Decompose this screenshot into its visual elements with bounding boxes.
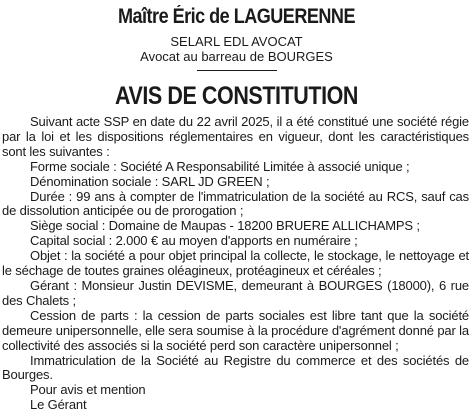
firm-company: SELARL EDL AVOCAT: [170, 34, 303, 49]
notice-title: AVIS DE CONSTITUTION: [114, 82, 359, 110]
notice-paragraph-intro: Suivant acte SSP en date du 22 avril 2025, il a été constitué une société régie par la loi et les dispositions réglementaires en vigueur, dont les caractéristiques sont les suivantes :: [2, 114, 469, 159]
notice-paragraph-capital: Capital social : 2.000 € au moyen d'apports en numéraire ;: [30, 233, 358, 249]
notice-paragraph-signature: Le Gérant: [30, 397, 87, 413]
notice-paragraph-form: Forme sociale : Société A Responsabilité Limitée à associé unique ;: [30, 158, 410, 174]
notice-paragraph-registration: Immatriculation de la Société au Registre du commerce et des sociétés de Bourges.: [2, 352, 469, 383]
notice-body: [0, 115, 473, 413]
notice-paragraph-seat: Siège social : Domaine de Maupas - 18200 BRUERE ALLICHAMPS ;: [30, 218, 420, 234]
notice-paragraph-name: Dénomination sociale : SARL JD GREEN ;: [30, 173, 270, 189]
notice-paragraph-purpose: Objet : la société a pour objet principal la collecte, le stockage, le nettoyage et le séchage de toutes graines oléagineux, protéagineux et céréales ;: [2, 248, 469, 279]
firm-name: Maître Éric de LAGUERENNE: [117, 5, 355, 28]
notice-paragraph-duration: Durée : 99 ans à compter de l'immatriculation de la société au RCS, sauf cas de dissolution anticipée ou de prorogation ;: [2, 188, 469, 219]
notice-paragraph-share-transfer: Cession de parts : la cession de parts sociales est libre tant que la société demeure unipersonnelle, elle sera soumise à la procédure d'agrément donné par la collectivité des associés si la société perd son caractère unipersonnel ;: [2, 307, 469, 353]
letterhead: [0, 0, 473, 71]
firm-role: Avocat au barreau de BOURGES: [140, 49, 333, 64]
notice-paragraph-closing: Pour avis et mention: [30, 382, 146, 398]
notice-paragraph-manager: Gérant : Monsieur Justin DEVISME, demeurant à BOURGES (18000), 6 rue des Chalets ;: [2, 277, 469, 308]
header-divider: [197, 70, 277, 71]
